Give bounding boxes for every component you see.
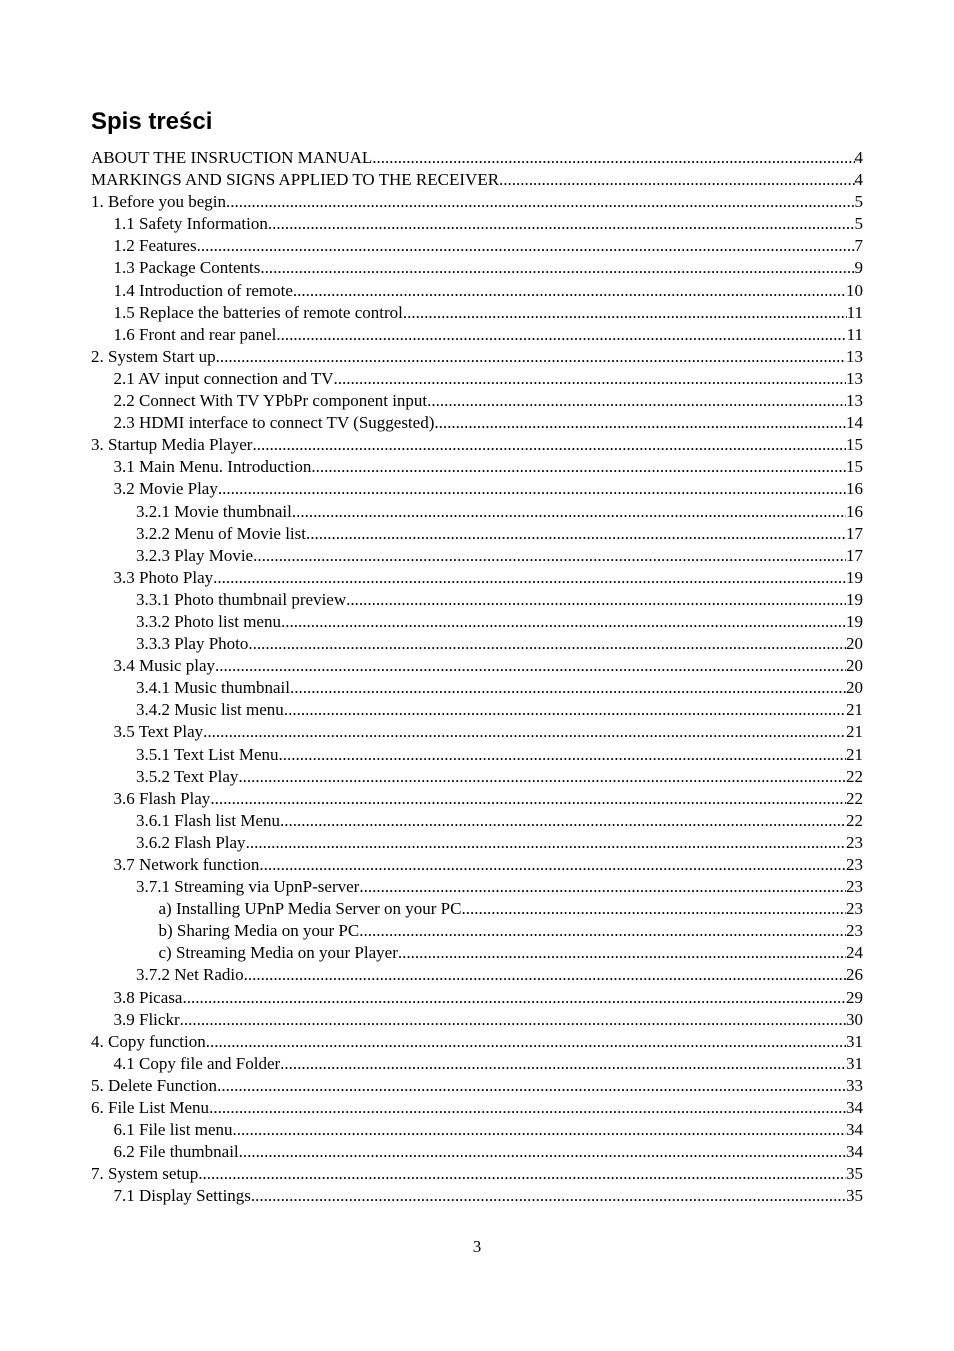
- toc-entry-page: 14: [846, 413, 863, 433]
- toc-dot-leader: [293, 280, 846, 302]
- toc-entry-page: 10: [846, 280, 863, 300]
- toc-entry[interactable]: [91, 545, 863, 567]
- toc-entry-page: 13: [846, 368, 863, 388]
- toc-dot-leader: [248, 633, 846, 655]
- toc-entry[interactable]: [91, 1163, 863, 1185]
- toc-entry-page: 30: [846, 1009, 863, 1029]
- toc-dot-leader: [217, 1075, 846, 1097]
- toc-entry[interactable]: [91, 1031, 863, 1053]
- toc-entry-page: 34: [846, 1142, 863, 1162]
- toc-dot-leader: [276, 324, 846, 346]
- toc-entry-label: 3.9 Flickr: [113, 1009, 180, 1029]
- toc-entry-label: 5. Delete Function: [91, 1075, 218, 1095]
- toc-dot-leader: [359, 876, 846, 898]
- toc-entry-label: 3.1 Main Menu. Introduction: [113, 457, 312, 477]
- toc-entry[interactable]: [91, 655, 863, 677]
- toc-entry-page: 16: [846, 501, 863, 521]
- toc-entry-page: 34: [846, 1098, 863, 1118]
- toc-dot-leader: [203, 721, 846, 743]
- toc-entry-label: 3.6 Flash Play: [113, 788, 211, 808]
- toc-entry-page: 11: [846, 324, 863, 344]
- toc-entry-page: 23: [846, 921, 863, 941]
- toc-dot-leader: [311, 456, 846, 478]
- toc-entry-label: 1. Before you begin: [91, 192, 227, 212]
- toc-entry-label: 3.7.1 Streaming via UpnP-server: [136, 877, 360, 897]
- toc-entry-page: 23: [846, 877, 863, 897]
- toc-entry[interactable]: [91, 589, 863, 611]
- toc-entry-page: 31: [846, 1031, 863, 1051]
- toc-entry-label: 3.8 Picasa: [113, 987, 183, 1007]
- toc-dot-leader: [259, 854, 846, 876]
- toc-entry-page: 22: [846, 788, 863, 808]
- toc-entry-label: 3.5 Text Play: [113, 722, 204, 742]
- toc-entry[interactable]: [91, 1119, 863, 1141]
- toc-entry-page: 9: [854, 258, 863, 278]
- toc-dot-leader: [279, 744, 846, 766]
- toc-entry[interactable]: [91, 1053, 863, 1075]
- toc-entry-page: 19: [846, 567, 863, 587]
- toc-dot-leader: [182, 987, 846, 1009]
- toc-entry-label: 6.1 File list menu: [113, 1120, 233, 1140]
- toc-entry[interactable]: [91, 257, 863, 279]
- toc-dot-leader: [218, 478, 846, 500]
- toc-entry[interactable]: [91, 920, 863, 942]
- toc-entry-page: 4: [854, 148, 863, 167]
- toc-entry-label: 3.2 Movie Play: [113, 479, 218, 499]
- toc-entry-label: 4. Copy function: [91, 1031, 206, 1051]
- toc-entry-page: 16: [846, 479, 863, 499]
- toc-dot-leader: [244, 964, 846, 986]
- toc-dot-leader: [499, 169, 854, 191]
- toc-entry-page: 22: [846, 766, 863, 786]
- toc-entry-label: 3.6.2 Flash Play: [136, 832, 246, 852]
- toc-entry-label: MARKINGS AND SIGNS APPLIED TO THE RECEIVER: [91, 170, 500, 190]
- toc-entry-page: 35: [846, 1164, 863, 1184]
- toc-entry-page: 34: [846, 1120, 863, 1140]
- toc-dot-leader: [306, 523, 846, 545]
- toc-entry[interactable]: [91, 744, 863, 766]
- toc-dot-leader: [346, 589, 846, 611]
- toc-entry-page: 23: [846, 899, 863, 919]
- toc-dot-leader: [372, 147, 854, 169]
- toc-entry-label: 1.1 Safety Information: [113, 214, 268, 234]
- toc-entry[interactable]: [91, 1097, 863, 1119]
- toc-dot-leader: [359, 920, 846, 942]
- toc-entry-page: 13: [846, 391, 863, 411]
- toc-entry[interactable]: [91, 191, 863, 213]
- toc-entry-page: 11: [846, 302, 863, 322]
- toc-entry[interactable]: [91, 721, 863, 743]
- toc-dot-leader: [215, 655, 846, 677]
- toc-entry[interactable]: [91, 523, 863, 545]
- toc-entry[interactable]: [91, 368, 863, 390]
- toc-entry-label: a) Installing UPnP Media Server on your PC: [158, 899, 462, 919]
- toc-entry-label: 3.6.1 Flash list Menu: [136, 810, 281, 830]
- toc-dot-leader: [398, 942, 846, 964]
- toc-entry[interactable]: [91, 788, 863, 810]
- toc-entry[interactable]: [91, 456, 863, 478]
- toc-entry-label: 1.5 Replace the batteries of remote control: [113, 302, 403, 322]
- toc-entry-label: 3.2.3 Play Movie: [136, 545, 254, 565]
- toc-entry-label: 6.2 File thumbnail: [113, 1142, 239, 1162]
- toc-dot-leader: [292, 501, 846, 523]
- toc-entry[interactable]: [91, 876, 863, 898]
- toc-entry-page: 21: [846, 744, 863, 764]
- toc-entry-label: 2.1 AV input connection and TV: [113, 368, 334, 388]
- toc-entry-label: 3.3.3 Play Photo: [136, 634, 249, 654]
- toc-entry[interactable]: [91, 434, 863, 456]
- toc-entry-page: 4: [854, 170, 863, 190]
- toc-entry-page: 20: [846, 656, 863, 676]
- toc-dot-leader: [251, 1185, 846, 1207]
- toc-entry-label: 3. Startup Media Player: [91, 435, 253, 455]
- toc-entry-label: b) Sharing Media on your PC: [158, 921, 360, 941]
- toc-entry-page: 17: [846, 545, 863, 565]
- toc-entry-page: 21: [846, 700, 863, 720]
- toc-dot-leader: [197, 235, 855, 257]
- toc-entry-label: 1.4 Introduction of remote: [113, 280, 293, 300]
- toc-entry-page: 21: [846, 722, 863, 742]
- toc-entry-label: 7.1 Display Settings: [113, 1186, 251, 1206]
- toc-entry[interactable]: [91, 987, 863, 1009]
- toc-entry-page: 26: [846, 965, 863, 985]
- toc-entry-label: 3.7 Network function: [113, 855, 260, 874]
- toc-entry-page: 22: [846, 810, 863, 830]
- toc-dot-leader: [206, 1031, 846, 1053]
- toc-entry[interactable]: [91, 611, 863, 633]
- table-of-contents: [91, 147, 863, 1208]
- toc-dot-leader: [209, 1097, 846, 1119]
- toc-entry[interactable]: [91, 235, 863, 257]
- toc-entry-label: 2.2 Connect With TV YPbPr component input: [113, 391, 428, 411]
- toc-entry[interactable]: [91, 147, 863, 169]
- toc-entry-label: 3.7.2 Net Radio: [136, 965, 244, 985]
- toc-entry[interactable]: [91, 501, 863, 523]
- toc-entry-label: 2.3 HDMI interface to connect TV (Suggested): [113, 413, 435, 433]
- toc-entry-label: 3.3 Photo Play: [113, 567, 214, 587]
- toc-dot-leader: [334, 368, 846, 390]
- toc-dot-leader: [280, 1053, 846, 1075]
- toc-entry[interactable]: [91, 1009, 863, 1031]
- toc-entry[interactable]: [91, 280, 863, 302]
- toc-entry-label: c) Streaming Media on your Player: [158, 943, 398, 963]
- toc-entry-label: 1.6 Front and rear panel: [113, 324, 277, 344]
- toc-entry[interactable]: [91, 942, 863, 964]
- toc-entry-label: 1.2 Features: [113, 236, 197, 256]
- toc-dot-leader: [253, 545, 846, 567]
- toc-dot-leader: [226, 191, 854, 213]
- toc-entry[interactable]: [91, 854, 863, 876]
- toc-dot-leader: [198, 1163, 846, 1185]
- toc-entry-page: 19: [846, 611, 863, 631]
- toc-entry-label: 3.4.2 Music list menu: [136, 700, 284, 720]
- toc-entry[interactable]: [91, 324, 863, 346]
- toc-entry[interactable]: [91, 213, 863, 235]
- toc-dot-leader: [239, 1141, 846, 1163]
- toc-entry[interactable]: [91, 567, 863, 589]
- toc-entry[interactable]: [91, 898, 863, 920]
- toc-dot-leader: [180, 1009, 846, 1031]
- toc-entry-page: 13: [846, 346, 863, 366]
- toc-dot-leader: [238, 766, 846, 788]
- toc-dot-leader: [268, 213, 855, 235]
- toc-entry[interactable]: [91, 169, 863, 191]
- toc-dot-leader: [252, 434, 846, 456]
- toc-entry[interactable]: [91, 766, 863, 788]
- page-number: 3: [472, 1237, 482, 1256]
- toc-dot-leader: [403, 302, 847, 324]
- toc-entry-label: 3.2.2 Menu of Movie list: [136, 523, 306, 543]
- toc-entry-label: 3.3.2 Photo list menu: [136, 611, 281, 631]
- toc-dot-leader: [246, 832, 846, 854]
- toc-entry-label: 2. System Start up: [91, 346, 216, 366]
- toc-entry-page: 23: [846, 855, 863, 874]
- toc-entry-label: 6. File List Menu: [91, 1098, 210, 1118]
- toc-entry[interactable]: [91, 964, 863, 986]
- toc-title: Spis treści: [91, 108, 213, 135]
- toc-entry-label: 3.4.1 Music thumbnail: [136, 678, 290, 698]
- toc-entry-label: 3.4 Music play: [113, 656, 216, 676]
- toc-entry-page: 7: [854, 236, 863, 256]
- toc-entry-label: 7. System setup: [91, 1164, 199, 1184]
- toc-entry-page: 5: [854, 192, 863, 212]
- toc-entry[interactable]: [91, 677, 863, 699]
- toc-dot-leader: [210, 788, 846, 810]
- toc-entry-label: 4.1 Copy file and Folder: [113, 1053, 281, 1073]
- toc-dot-leader: [290, 677, 846, 699]
- toc-dot-leader: [434, 412, 846, 434]
- toc-dot-leader: [280, 810, 846, 832]
- toc-entry-page: 20: [846, 634, 863, 654]
- toc-entry-label: ABOUT THE INSRUCTION MANUAL: [91, 148, 373, 167]
- toc-dot-leader: [233, 1119, 847, 1141]
- toc-entry[interactable]: [91, 810, 863, 832]
- toc-dot-leader: [281, 611, 846, 633]
- toc-entry[interactable]: [91, 1185, 863, 1207]
- toc-entry-page: 35: [846, 1186, 863, 1206]
- toc-entry[interactable]: [91, 832, 863, 854]
- toc-entry-label: 3.5.1 Text List Menu: [136, 744, 279, 764]
- toc-entry[interactable]: [91, 699, 863, 721]
- toc-entry[interactable]: [91, 390, 863, 412]
- toc-entry-page: 15: [846, 457, 863, 477]
- toc-entry-label: 1.3 Package Contents: [113, 258, 261, 278]
- toc-dot-leader: [461, 898, 846, 920]
- toc-dot-leader: [213, 567, 846, 589]
- toc-dot-leader: [260, 257, 854, 279]
- toc-entry[interactable]: [91, 1075, 863, 1097]
- toc-entry[interactable]: [91, 478, 863, 500]
- toc-dot-leader: [427, 390, 846, 412]
- toc-entry-page: 29: [846, 987, 863, 1007]
- toc-entry-page: 23: [846, 832, 863, 852]
- toc-entry-label: 3.5.2 Text Play: [136, 766, 239, 786]
- toc-entry-page: 19: [846, 589, 863, 609]
- toc-dot-leader: [216, 346, 846, 368]
- toc-entry-page: 20: [846, 678, 863, 698]
- toc-entry[interactable]: [91, 346, 863, 368]
- toc-entry-label: 3.3.1 Photo thumbnail preview: [136, 589, 347, 609]
- toc-entry-label: 3.2.1 Movie thumbnail: [136, 501, 292, 521]
- toc-entry-page: 5: [854, 214, 863, 234]
- toc-entry-page: 24: [846, 943, 863, 963]
- toc-entry[interactable]: [91, 1141, 863, 1163]
- toc-entry-page: 33: [846, 1075, 863, 1095]
- toc-entry-page: 15: [846, 435, 863, 455]
- toc-entry[interactable]: [91, 412, 863, 434]
- toc-entry[interactable]: [91, 633, 863, 655]
- toc-dot-leader: [284, 699, 846, 721]
- toc-entry-page: 31: [846, 1053, 863, 1073]
- toc-entry[interactable]: [91, 302, 863, 324]
- toc-entry-page: 17: [846, 523, 863, 543]
